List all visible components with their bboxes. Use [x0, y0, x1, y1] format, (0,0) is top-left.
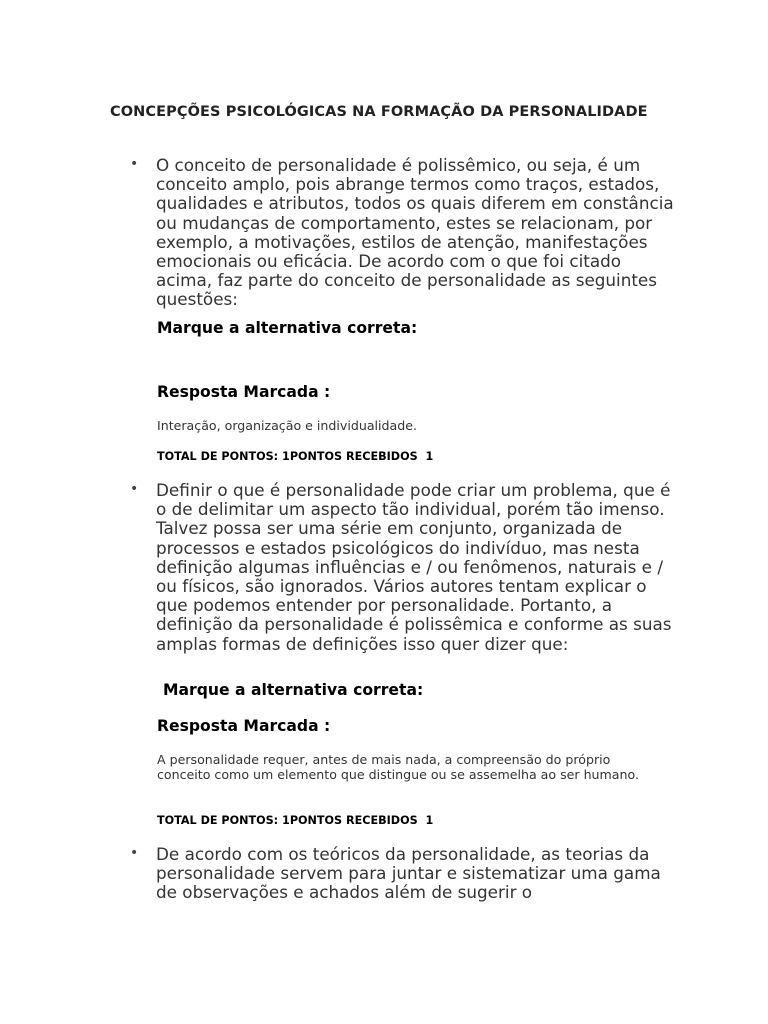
instruction-text: Marque a alternativa correta: — [157, 319, 418, 337]
bullet-icon: • — [130, 845, 139, 861]
question-text: De acordo com os teóricos da personalidade, as teorias da personalidade servem para juntar e sistematizar uma gama de observações e achados além de sugerir o — [156, 844, 661, 903]
answer-text: A personalidade requer, antes de mais nada, a compreensão do próprio conceito como um elemento que distingue ou se assemelha ao ser humano. — [157, 752, 639, 782]
score-summary: TOTAL DE PONTOS: 1PONTOS RECEBIDOS 1 — [157, 450, 434, 463]
question-text: O conceito de personalidade é polissêmico, ou seja, é um conceito amplo, pois abrange termos como traços, estados, qualidades e atributos, todos os quais diferem em constância ou mudanças de comportamento, estes se relacionam, por exemplo, a motivações, estilos de atenção, manifestações emocionais ou eficácia. De acordo com o que foi citado acima, faz parte do conceito de personalidade as seguintes questões: — [156, 155, 674, 310]
bullet-icon: • — [130, 156, 139, 172]
question-item — [130, 480, 676, 654]
answer-label: Resposta Marcada : — [157, 383, 331, 401]
score-summary: TOTAL DE PONTOS: 1PONTOS RECEBIDOS 1 — [157, 814, 434, 827]
bullet-icon: • — [130, 481, 139, 497]
instruction-text: Marque a alternativa correta: — [163, 681, 424, 699]
page-title: CONCEPÇÕES PSICOLÓGICAS NA FORMAÇÃO DA PERSONALIDADE — [110, 104, 648, 120]
question-text: Definir o que é personalidade pode criar um problema, que é o de delimitar um aspecto tão individual, porém tão imenso. Talvez possa ser uma série em conjunto, organizada de processos e estados psicológicos do indivíduo, mas nesta definição algumas influências e / ou fenômenos, naturais e / ou físicos, são ignorados. Vários autores tentam explicar o que podemos entender por personalidade. Portanto, a definição da personalidade é polissêmica e conforme as suas amplas formas de definições isso quer dizer que: — [156, 480, 672, 654]
question-item — [130, 844, 676, 903]
answer-text: Interação, organização e individualidade. — [157, 418, 417, 433]
answer-label: Resposta Marcada : — [157, 717, 331, 735]
question-item — [130, 155, 676, 310]
